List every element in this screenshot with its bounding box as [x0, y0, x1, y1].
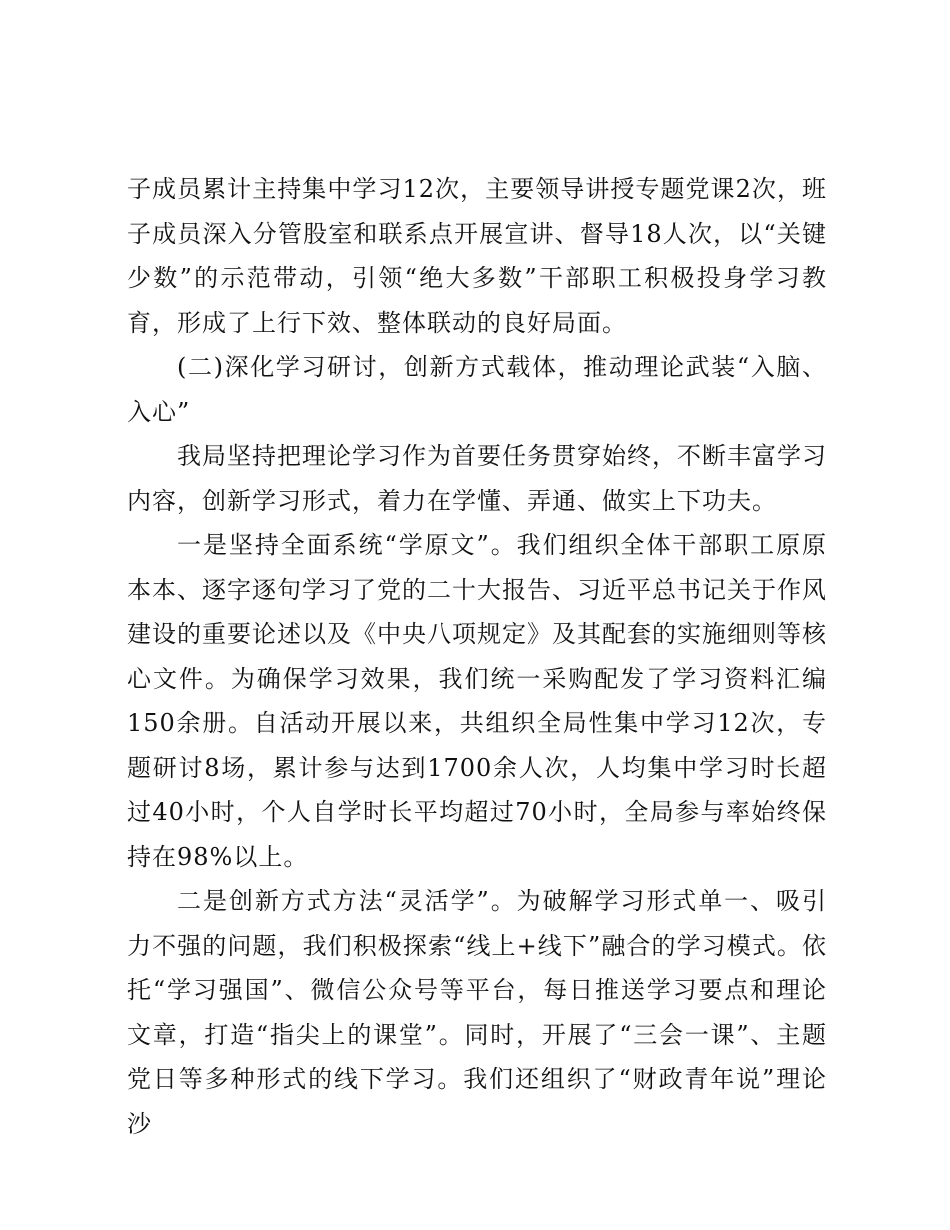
paragraph-point-one: 一是坚持全面系统“学原文”。我们组织全体干部职工原原本本、逐字逐句学习了党的二十大报告、习近平总书记关于作风建设的重要论述以及《中央八项规定》及其配套的实施细则等核心文件。为确保学习效果，我们统一采购配发了学习资料汇编150余册。自活动开展以来，共组织全局性集中学习12次，专题研讨8场，累计参与达到1700余人次，人均集中学习时长超过40小时，个人自学时长平均超过70小时，全局参与率始终保持在98%以上。: [127, 531, 827, 871]
section-heading: (二)深化学习研讨，创新方式载体，推动理论武装“入脑、入心”: [127, 353, 827, 426]
paragraph-point-two: 二是创新方式方法“灵活学”。为破解学习形式单一、吸引力不强的问题，我们积极探索“线上+线下”融合的学习模式。依托“学习强国”、微信公众号等平台，每日推送学习要点和理论文章，打造“指尖上的课堂”。同时，开展了“三会一课”、主题党日等多种形式的线下学习。我们还组织了“财政青年说”理论沙: [127, 887, 827, 1138]
paragraph-intro: 我局坚持把理论学习作为首要任务贯穿始终，不断丰富学习内容，创新学习形式，着力在学懂、弄通、做实上下功夫。: [127, 442, 827, 515]
document-body: [127, 167, 827, 1146]
paragraph-continuation: 子成员累计主持集中学习12次，主要领导讲授专题党课2次，班子成员深入分管股室和联系点开展宣讲、督导18人次，以“关键少数”的示范带动，引领“绝大多数”干部职工积极投身学习教育，形成了上行下效、整体联动的良好局面。: [127, 175, 827, 337]
